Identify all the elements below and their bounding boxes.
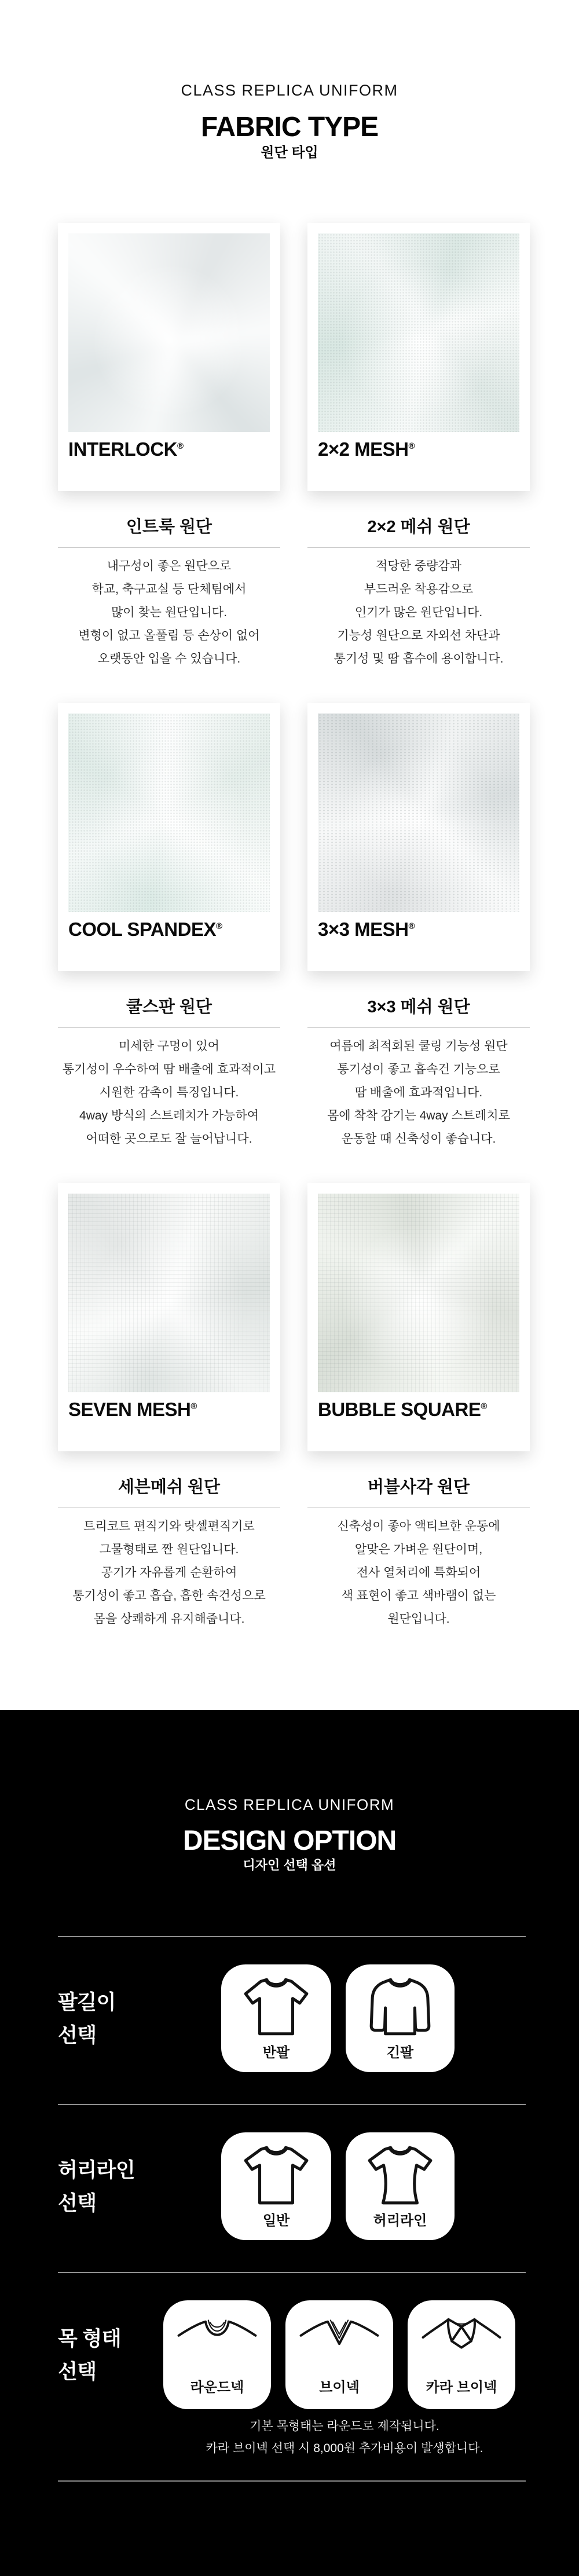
fabric-card-cool-spandex: [58, 703, 280, 971]
short-sleeve-shirt-icon: [241, 1976, 312, 2037]
design-section-title: DESIGN OPTION: [182, 1825, 397, 1856]
collar-extra-cost-note: 카라 브이넥 선택 시 8,000원 추가비용이 발생합니다.: [206, 2442, 483, 2455]
round-neck-icon: [163, 2314, 271, 2365]
fabric-card-seven-mesh: [58, 1183, 280, 1451]
divider: [58, 1027, 280, 1028]
option-label: 허리라인: [373, 2213, 427, 2229]
option-label: 카라 브이넥: [426, 2380, 497, 2395]
long-sleeve-shirt-icon: [365, 1976, 435, 2037]
fabric-description: 신축성이 좋아 액티브한 운동에 알맞은 가벼운 원단이며, 전사 열처리에 특화되어 색 표현이 좋고 색바램이 없는 원단입니다.: [337, 1520, 500, 1626]
fabric-section-eyebrow: CLASS REPLICA UNIFORM: [181, 82, 398, 99]
collar-v-neck-icon: [408, 2314, 515, 2365]
divider: [307, 547, 530, 548]
fabric-card-interlock: [58, 223, 280, 491]
waistline-fit-shirt-icon: [365, 2144, 435, 2205]
fabric-section-title: FABRIC TYPE: [200, 112, 379, 142]
fabric-photo-seven-mesh: [68, 1194, 270, 1392]
fabric-description: 적당한 중량감과 부드러운 착용감으로 인기가 많은 원단입니다. 기능성 원단으로 자외선 차단과 통기성 및 땀 흡수에 용이합니다.: [334, 559, 504, 665]
fabric-kr-title: 2×2 메쉬 원단: [367, 518, 470, 536]
divider: [58, 1936, 526, 1937]
fabric-info-interlock: [58, 514, 280, 671]
design-section-subtitle: 디자인 선택 옵션: [243, 1858, 336, 1872]
divider: [58, 2272, 526, 2273]
fabric-photo-cool-spandex: [68, 713, 270, 912]
option-row-label-sleeve-length: 팔길이 선택: [58, 1991, 116, 2047]
option-regular-fit[interactable]: [221, 2132, 331, 2240]
option-label: 브이넥: [319, 2380, 360, 2395]
fabric-description: 트리코트 편직기와 랏셀편직기로 그물형태로 짠 원단입니다. 공기가 자유롭게 순환하여 통기성이 좋고 흡습, 흡한 속건성으로 몸을 상쾌하게 유지해줍니다.: [72, 1520, 266, 1626]
divider: [58, 547, 280, 548]
fabric-info-2x2-mesh: [307, 514, 530, 671]
divider: [58, 2104, 526, 2105]
regular-fit-shirt-icon: [241, 2144, 312, 2205]
fabric-kr-title: 버블사각 원단: [367, 1478, 470, 1496]
fabric-section-subtitle: 원단 타입: [261, 145, 318, 160]
fabric-card-3x3-mesh: [307, 703, 530, 971]
fabric-photo-interlock: [68, 233, 270, 432]
fabric-photo-bubble-square: [318, 1194, 519, 1392]
option-label: 일반: [262, 2213, 290, 2229]
fabric-info-seven-mesh: [58, 1474, 280, 1631]
fabric-description: 미세한 구멍이 있어 통기성이 우수하여 땀 배출에 효과적이고 시원한 감촉이 특징입니다. 4way 방식의 스트레치가 가능하여 어떠한 곳으로도 잘 늘어납니다.: [62, 1040, 276, 1146]
fabric-kr-title: 인트룩 원단: [126, 518, 212, 536]
divider: [58, 2480, 526, 2482]
fabric-description: 내구성이 좋은 원단으로 학교, 축구교실 등 단체팀에서 많이 찾는 원단입니다. 변형이 없고 올풀림 등 손상이 없어 오랫동안 입을 수 있습니다.: [78, 559, 260, 665]
option-round-neck[interactable]: [163, 2300, 271, 2409]
fabric-name-interlock: INTERLOCK®: [68, 438, 184, 460]
fabric-kr-title: 3×3 메쉬 원단: [367, 998, 470, 1016]
fabric-card-2x2-mesh: [307, 223, 530, 491]
fabric-description: 여름에 최적회된 쿨링 기능성 원단 통기성이 좋고 흡속건 기능으로 땀 배출에 효과적입니다. 몸에 착착 감기는 4way 스트레치로 운동할 때 신축성이 좋습니다.: [327, 1040, 510, 1146]
fabric-info-3x3-mesh: [307, 994, 530, 1151]
option-v-neck[interactable]: [285, 2300, 393, 2409]
option-short-sleeve[interactable]: [221, 1964, 331, 2072]
fabric-name-seven-mesh: SEVEN MESH®: [68, 1399, 197, 1420]
v-neck-icon: [285, 2314, 393, 2365]
fabric-card-bubble-square: [307, 1183, 530, 1451]
divider: [58, 1507, 280, 1508]
fabric-info-cool-spandex: [58, 994, 280, 1151]
design-option-section: [0, 1710, 579, 2576]
fabric-name-3x3-mesh: 3×3 MESH®: [318, 919, 415, 940]
divider: [307, 1507, 530, 1508]
fabric-name-2x2-mesh: 2×2 MESH®: [318, 438, 415, 460]
fabric-photo-3x3-mesh: [318, 713, 519, 912]
option-long-sleeve[interactable]: [346, 1964, 455, 2072]
divider: [307, 1027, 530, 1028]
fabric-photo-2x2-mesh: [318, 233, 519, 432]
fabric-kr-title: 쿨스판 원단: [126, 998, 212, 1016]
option-label: 라운드넥: [190, 2380, 244, 2395]
option-label: 반팔: [262, 2045, 290, 2061]
option-waistline-fit[interactable]: [346, 2132, 455, 2240]
option-row-label-waistline: 허리라인 선택: [58, 2159, 135, 2215]
fabric-name-bubble-square: BUBBLE SQUARE®: [318, 1399, 487, 1420]
fabric-name-cool-spandex: COOL SPANDEX®: [68, 919, 222, 940]
fabric-kr-title: 세븐메쉬 원단: [118, 1478, 221, 1496]
design-section-eyebrow: CLASS REPLICA UNIFORM: [184, 1796, 395, 1813]
fabric-info-bubble-square: [307, 1474, 530, 1631]
option-collar-v-neck[interactable]: [408, 2300, 515, 2409]
neck-default-note: 기본 목형태는 라운드로 제작됩니다.: [250, 2420, 439, 2433]
option-label: 긴팔: [386, 2045, 414, 2061]
option-row-label-neck-type: 목 형태 선택: [58, 2328, 122, 2383]
